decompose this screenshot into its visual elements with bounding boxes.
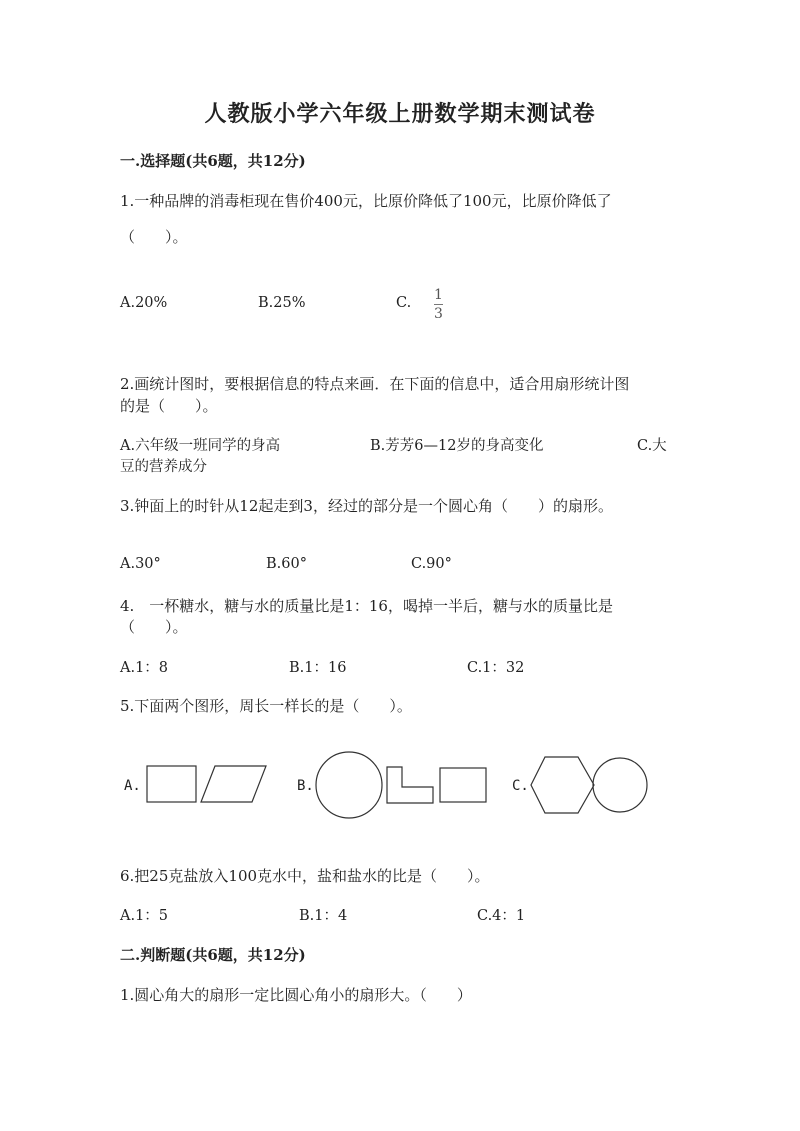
- section-header-choice: 一.选择题(共6题，共12分): [120, 152, 306, 170]
- question-1-text: 1.一种品牌的消毒柜现在售价400元，比原价降低了100元，比原价降低了: [120, 192, 612, 210]
- rectangle-shape-b: [440, 768, 486, 802]
- circle-shape-b: [316, 752, 382, 818]
- question-6-text: 6.把25克盐放入100克水中，盐和盐水的比是（ ）。: [120, 867, 490, 885]
- question-4-option-a[interactable]: A.1：8: [120, 660, 169, 676]
- section-header-judgement: 二.判断题(共6题，共12分): [120, 946, 306, 964]
- question-1-option-b[interactable]: B.25%: [258, 295, 306, 311]
- question-6-option-b[interactable]: B.1：4: [299, 908, 348, 924]
- question-2-option-c-continued: 豆的营养成分: [120, 459, 207, 475]
- question-2-option-b[interactable]: B.芳芳6—12岁的身高变化: [370, 438, 544, 454]
- question-4-option-c[interactable]: C.1：32: [467, 660, 525, 676]
- question-2-option-a[interactable]: A.六年级一班同学的身高: [120, 438, 281, 454]
- question-5-figure-b-label[interactable]: B.: [297, 778, 314, 794]
- question-6-option-c[interactable]: C.4：1: [477, 908, 526, 924]
- question-2-text: 2.画统计图时，要根据信息的特点来画．在下面的信息中，适合用扇形统计图: [120, 375, 630, 393]
- l-shape: [387, 767, 433, 803]
- question-1-option-c[interactable]: C.: [396, 295, 412, 311]
- question-3-text: 3.钟面上的时针从12起走到3，经过的部分是一个圆心角（ ）的扇形。: [120, 497, 613, 515]
- question-3-option-c[interactable]: C.90°: [411, 556, 452, 572]
- question-2-option-c[interactable]: C.大: [637, 438, 667, 454]
- question-4-text-line2: （ ）。: [120, 618, 188, 636]
- question-1-blank: （ ）。: [120, 228, 188, 246]
- parallelogram-shape: [201, 766, 266, 802]
- circle-shape-c: [593, 758, 647, 812]
- question-5-figure-a-label[interactable]: A.: [124, 778, 141, 794]
- hexagon-shape: [531, 757, 594, 813]
- question-4-text: 4. 一杯糖水，糖与水的质量比是1：16，喝掉一半后，糖与水的质量比是: [120, 597, 613, 615]
- question-4-option-b[interactable]: B.1：16: [289, 660, 347, 676]
- fraction-numerator: 1: [434, 287, 443, 303]
- page-title: 人教版小学六年级上册数学期末测试卷: [204, 101, 596, 127]
- fraction-denominator: 3: [434, 306, 443, 322]
- question-3-option-b[interactable]: B.60°: [266, 556, 307, 572]
- question-5-figure-c-label[interactable]: C.: [512, 778, 529, 794]
- rectangle-shape: [147, 766, 196, 802]
- judgement-question-1-text: 1.圆心角大的扇形一定比圆心角小的扇形大。（ ）: [120, 986, 472, 1004]
- question-1-option-a[interactable]: A.20%: [120, 295, 168, 311]
- question-6-option-a[interactable]: A.1：5: [120, 908, 169, 924]
- question-2-text-line2: 的是（ ）。: [120, 397, 218, 415]
- question-5-text: 5.下面两个图形，周长一样长的是（ ）。: [120, 697, 412, 715]
- question-3-option-a[interactable]: A.30°: [120, 556, 161, 572]
